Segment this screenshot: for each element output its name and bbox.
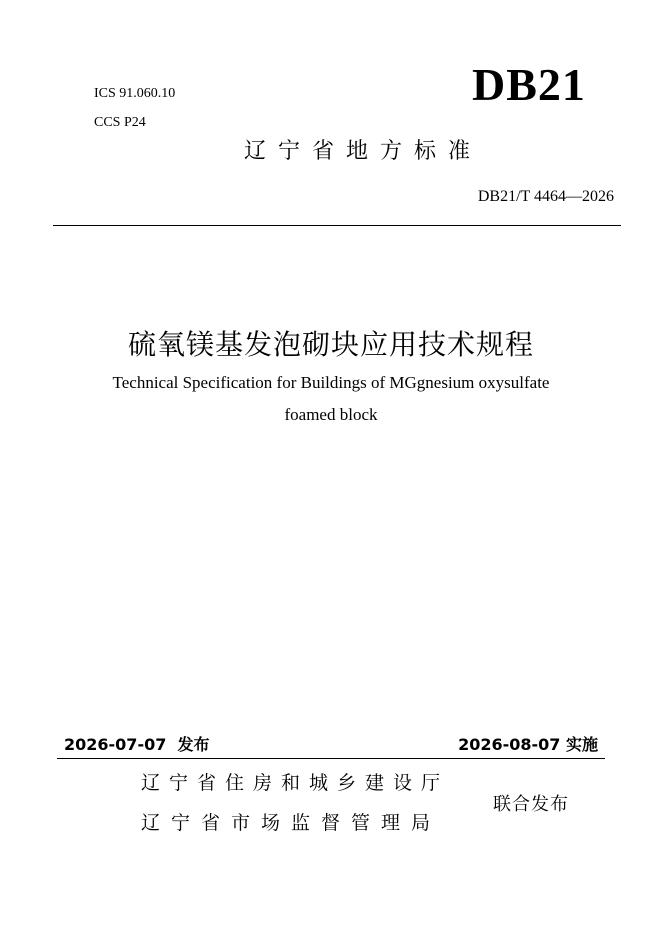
ics-code: ICS 91.060.10	[94, 86, 176, 101]
english-title-line-1: Technical Specification for Buildings of MGgnesium oxysulfate	[112, 373, 550, 392]
db-logo: DB21	[472, 59, 586, 110]
footer-divider	[57, 758, 605, 759]
ccs-code: CCS P24	[94, 115, 146, 130]
standard-type: 辽宁省地方标准	[244, 139, 483, 164]
implementation-date: 2026-08-07 实施	[458, 735, 598, 754]
standard-number: DB21/T 4464—2026	[477, 188, 614, 205]
header-divider	[53, 225, 621, 226]
issue-date: 2026-07-07 发布	[64, 735, 210, 754]
issuer-housing-department: 辽宁省住房和城乡建设厅	[141, 772, 450, 794]
joint-issue-label: 联合发布	[493, 794, 569, 815]
english-title-line-2: foamed block	[284, 405, 378, 424]
chinese-title: 硫氧镁基发泡砌块应用技术规程	[127, 328, 534, 361]
issuer-market-regulation-bureau: 辽宁省市场监督管理局	[141, 812, 442, 834]
